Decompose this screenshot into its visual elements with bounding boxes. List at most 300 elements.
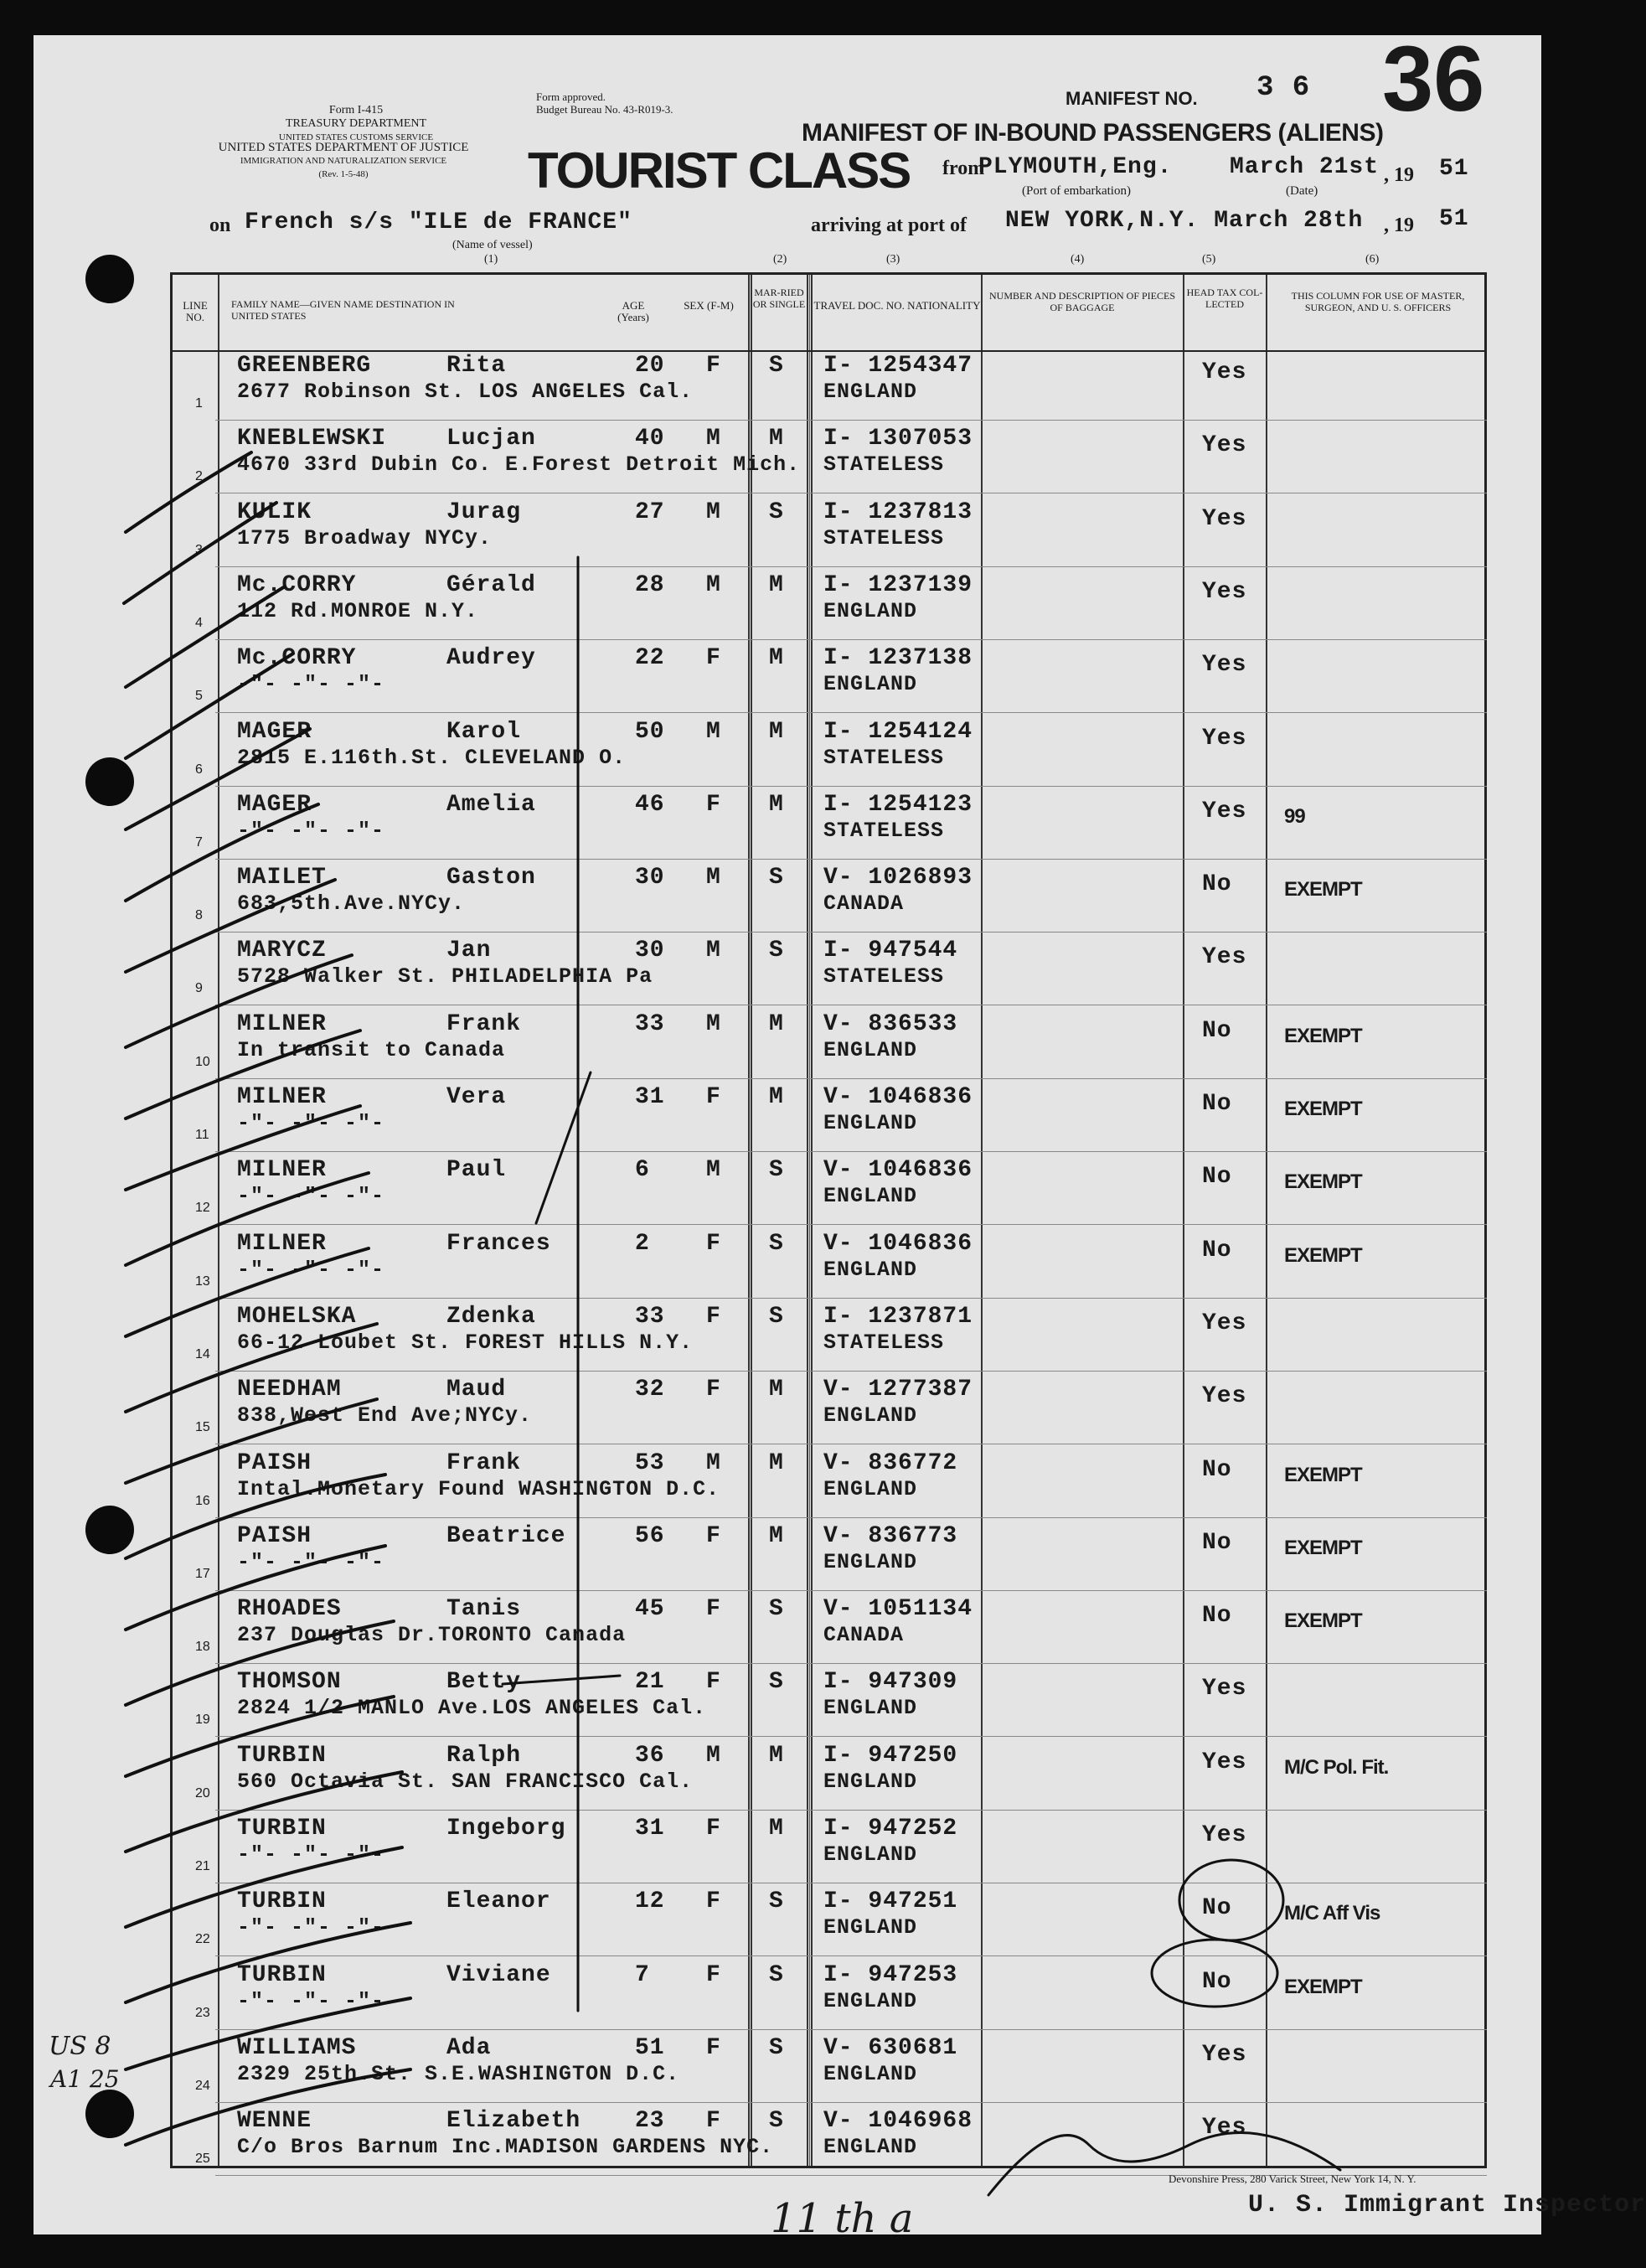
passenger-destination: 1775 Broadway NYCy. <box>237 525 493 550</box>
row-line-number: 13 <box>195 1273 210 1289</box>
col-header-age: AGE (Years) <box>617 299 649 323</box>
passenger-travel-doc: V- 1046836 <box>823 1157 973 1184</box>
passenger-given-name: Ada <box>446 2034 492 2061</box>
form-number-block: Form I-415 TREASURY DEPARTMENT UNITED STATES CUSTOMS SERVICE <box>278 104 434 142</box>
manifest-title: MANIFEST OF IN-BOUND PASSENGERS (ALIENS) <box>802 119 1384 147</box>
passenger-nationality: ENGLAND <box>823 1037 918 1062</box>
passenger-nationality: ENGLAND <box>823 1915 918 1940</box>
passenger-marital-status: M <box>769 1010 784 1037</box>
passenger-family-name: WENNE <box>237 2108 312 2135</box>
vessel-label: (Name of vessel) <box>452 239 533 251</box>
passenger-sex: F <box>706 1596 721 1623</box>
passenger-sex: M <box>706 1742 721 1769</box>
passenger-family-name: TURBIN <box>237 1961 327 1988</box>
head-tax-collected: No <box>1202 1456 1232 1483</box>
passenger-marital-status: S <box>769 1596 784 1623</box>
passenger-age: 36 <box>635 1742 665 1769</box>
passenger-age: 50 <box>635 718 665 745</box>
passenger-age: 2 <box>635 1230 650 1257</box>
passenger-age: 20 <box>635 353 665 379</box>
col-header-line: LINE NO. <box>183 299 208 323</box>
passenger-given-name: Paul <box>446 1157 507 1184</box>
passenger-destination: 5728 Walker St. PHILADELPHIA Pa <box>237 964 653 989</box>
passenger-marital-status: M <box>769 426 784 452</box>
passenger-sex: F <box>706 645 721 672</box>
embark-date: March 21st <box>1230 154 1380 180</box>
col-number: (5) <box>1202 253 1216 266</box>
passenger-nationality: STATELESS <box>823 964 945 989</box>
passenger-age: 22 <box>635 645 665 672</box>
passenger-marital-status: S <box>769 499 784 525</box>
passenger-marital-status: M <box>769 1522 784 1549</box>
passenger-age: 33 <box>635 1010 665 1037</box>
col-header-travel: TRAVEL DOC. NO. NATIONALITY <box>813 299 981 312</box>
col-number: (2) <box>773 253 787 266</box>
passenger-family-name: MAGER <box>237 791 312 818</box>
passenger-age: 30 <box>635 938 665 964</box>
passenger-marital-status: S <box>769 1888 784 1915</box>
head-tax-collected: No <box>1202 1529 1232 1556</box>
passenger-age: 30 <box>635 865 665 891</box>
passenger-marital-status: S <box>769 938 784 964</box>
passenger-family-name: MILNER <box>237 1010 327 1037</box>
col-number: (3) <box>886 253 900 266</box>
row-line-number: 10 <box>195 1054 210 1069</box>
passenger-marital-status: M <box>769 571 784 598</box>
passenger-travel-doc: I- 947544 <box>823 938 958 964</box>
passenger-sex: F <box>706 1669 721 1696</box>
passenger-travel-doc: I- 947309 <box>823 1669 958 1696</box>
passenger-destination: 560 Octavia St. SAN FRANCISCO Cal. <box>237 1769 694 1794</box>
printer-line: Devonshire Press, 280 Varick Street, New York 14, N. Y. <box>1169 2172 1416 2185</box>
passenger-given-name: Frank <box>446 1010 522 1037</box>
passenger-sex: F <box>706 1961 721 1988</box>
passenger-travel-doc: I- 947253 <box>823 1961 958 1988</box>
head-tax-collected: No <box>1202 1603 1232 1630</box>
passenger-given-name: Rita <box>446 353 507 379</box>
passenger-destination: -"- -"- -"- <box>237 1988 385 2013</box>
passenger-destination: Intal.Monetary Found WASHINGTON D.C. <box>237 1476 720 1501</box>
row-line-number: 18 <box>195 1640 210 1655</box>
passenger-nationality: ENGLAND <box>823 672 918 697</box>
passenger-family-name: RHOADES <box>237 1596 342 1623</box>
passenger-given-name: Frank <box>446 1449 522 1476</box>
inspector-label: U. S. Immigrant Inspector <box>1248 2191 1646 2219</box>
date-label: (Date) <box>1286 184 1318 198</box>
passenger-family-name: MOHELSKA <box>237 1303 357 1330</box>
head-tax-collected: Yes <box>1202 2041 1247 2068</box>
head-tax-collected: Yes <box>1202 725 1247 752</box>
passenger-given-name: Jurag <box>446 499 522 525</box>
row-line-number: 5 <box>195 689 203 704</box>
passenger-marital-status: S <box>769 353 784 379</box>
passenger-age: 31 <box>635 1084 665 1110</box>
passenger-travel-doc: V- 836773 <box>823 1522 958 1549</box>
year2-prefix: , 19 <box>1384 214 1414 236</box>
passenger-nationality: STATELESS <box>823 818 945 843</box>
row-line-number: 23 <box>195 2005 210 2020</box>
passenger-destination: 112 Rd.MONROE N.Y. <box>237 598 479 623</box>
passenger-marital-status: M <box>769 645 784 672</box>
passenger-sex: F <box>706 2108 721 2135</box>
passenger-travel-doc: V- 836772 <box>823 1449 958 1476</box>
row-line-number: 11 <box>195 1128 209 1142</box>
passenger-family-name: Mc.CORRY <box>237 645 357 672</box>
head-tax-collected: Yes <box>1202 798 1247 824</box>
passenger-sex: F <box>706 1522 721 1549</box>
passenger-nationality: ENGLAND <box>823 598 918 623</box>
passenger-destination: 2677 Robinson St. LOS ANGELES Cal. <box>237 380 694 404</box>
on-label: on <box>209 214 231 236</box>
passenger-sex: M <box>706 1449 721 1476</box>
passenger-travel-doc: V- 1046836 <box>823 1084 973 1110</box>
passenger-given-name: Amelia <box>446 791 536 818</box>
officer-note: 99 <box>1284 804 1305 828</box>
passenger-marital-status: S <box>769 2108 784 2135</box>
passenger-given-name: Karol <box>446 718 522 745</box>
arrival-port-date: NEW YORK,N.Y. March 28th <box>1005 208 1364 234</box>
passenger-family-name: PAISH <box>237 1522 312 1549</box>
passenger-destination: -"- -"- -"- <box>237 1915 385 1940</box>
passenger-family-name: MILNER <box>237 1157 327 1184</box>
head-tax-collected: No <box>1202 1017 1232 1044</box>
passenger-given-name: Lucjan <box>446 426 536 452</box>
passenger-marital-status: S <box>769 865 784 891</box>
passenger-age: 33 <box>635 1303 665 1330</box>
officer-note: EXEMPT <box>1284 1243 1362 1267</box>
passenger-family-name: KNEBLEWSKI <box>237 426 387 452</box>
passenger-travel-doc: I- 1254123 <box>823 791 973 818</box>
passenger-given-name: Eleanor <box>446 1888 551 1915</box>
col-header-sex: SEX (F-M) <box>684 299 734 312</box>
passenger-marital-status: M <box>769 1816 784 1842</box>
passenger-nationality: ENGLAND <box>823 1184 918 1209</box>
passenger-destination: 683,5th.Ave.NYCy. <box>237 891 466 917</box>
head-tax-collected: Yes <box>1202 1383 1247 1410</box>
passenger-sex: M <box>706 426 721 452</box>
passenger-given-name: Gaston <box>446 865 536 891</box>
head-tax-collected: Yes <box>1202 1822 1247 1848</box>
passenger-destination: -"- -"- -"- <box>237 1842 385 1867</box>
head-tax-collected: Yes <box>1202 578 1247 605</box>
row-line-number: 8 <box>195 908 203 923</box>
passenger-sex: M <box>706 865 721 891</box>
passenger-given-name: Ingeborg <box>446 1816 566 1842</box>
passenger-age: 21 <box>635 1669 665 1696</box>
passenger-sex: F <box>706 1303 721 1330</box>
head-tax-collected: No <box>1202 871 1232 898</box>
passenger-destination: -"- -"- -"- <box>237 672 385 697</box>
passenger-age: 23 <box>635 2108 665 2135</box>
bottom-note: 11 th a <box>771 2195 914 2242</box>
passenger-travel-doc: I- 1237813 <box>823 499 973 525</box>
passenger-travel-doc: V- 1026893 <box>823 865 973 891</box>
passenger-marital-status: M <box>769 1084 784 1110</box>
year-prefix: , 19 <box>1384 164 1414 186</box>
passenger-travel-doc: V- 1046968 <box>823 2108 973 2135</box>
passenger-marital-status: S <box>769 1669 784 1696</box>
passenger-sex: M <box>706 1157 721 1184</box>
passenger-sex: M <box>706 1010 721 1037</box>
passenger-nationality: STATELESS <box>823 1330 945 1355</box>
passenger-sex: F <box>706 1084 721 1110</box>
passenger-age: 51 <box>635 2034 665 2061</box>
tourist-class-stamp: TOURIST CLASS <box>528 142 911 199</box>
col-number: (1) <box>484 253 498 266</box>
head-tax-collected: Yes <box>1202 505 1247 532</box>
officer-note: EXEMPT <box>1284 1024 1362 1047</box>
col-header-headtax: HEAD TAX COL-LECTED <box>1186 287 1263 310</box>
passenger-destination: -"- -"- -"- <box>237 1184 385 1209</box>
passenger-family-name: NEEDHAM <box>237 1377 342 1403</box>
passenger-destination: 2815 E.116th.St. CLEVELAND O. <box>237 745 627 770</box>
passenger-travel-doc: V- 1277387 <box>823 1377 973 1403</box>
passenger-destination: -"- -"- -"- <box>237 1111 385 1135</box>
passenger-sex: M <box>706 499 721 525</box>
passenger-given-name: Zdenka <box>446 1303 536 1330</box>
passenger-marital-status: S <box>769 2034 784 2061</box>
passenger-sex: M <box>706 718 721 745</box>
officer-note: M/C Pol. Fit. <box>1284 1755 1389 1779</box>
officer-note: M/C Aff Vis <box>1284 1902 1380 1925</box>
passenger-family-name: MAGER <box>237 718 312 745</box>
col-header-name: FAMILY NAME—GIVEN NAME DESTINATION IN UNITED STATES <box>231 298 455 322</box>
head-tax-collected: Yes <box>1202 359 1247 385</box>
passenger-given-name: Elizabeth <box>446 2108 581 2135</box>
passenger-sex: F <box>706 1816 721 1842</box>
head-tax-collected: Yes <box>1202 1310 1247 1336</box>
passenger-family-name: Mc.CORRY <box>237 571 357 598</box>
passenger-given-name: Jan <box>446 938 492 964</box>
passenger-travel-doc: V- 630681 <box>823 2034 958 2061</box>
col-header-married: MAR-RIED OR SINGLE <box>752 287 806 310</box>
vessel-name: French s/s "ILE de FRANCE" <box>245 209 632 235</box>
passenger-age: 53 <box>635 1449 665 1476</box>
passenger-destination: C/o Bros Barnum Inc.MADISON GARDENS NYC. <box>237 2135 774 2160</box>
passenger-given-name: Maud <box>446 1377 507 1403</box>
passenger-age: 32 <box>635 1377 665 1403</box>
row-line-number: 2 <box>195 469 203 484</box>
passenger-age: 31 <box>635 1816 665 1842</box>
col-number: (6) <box>1365 253 1380 266</box>
passenger-nationality: CANADA <box>823 891 905 917</box>
justice-block: UNITED STATES DEPARTMENT OF JUSTICE IMMIGRATION AND NATURALIZATION SERVICE (Rev. 1-5-48) <box>218 141 469 179</box>
col-header-baggage: NUMBER AND DESCRIPTION OF PIECES OF BAGGAGE <box>988 290 1176 313</box>
passenger-sex: F <box>706 1230 721 1257</box>
passenger-destination: 2329 25th.St. S.E.WASHINGTON D.C. <box>237 2061 680 2086</box>
col-number: (4) <box>1071 253 1085 266</box>
head-tax-collected: No <box>1202 1968 1232 1995</box>
passenger-family-name: MARYCZ <box>237 938 327 964</box>
passenger-sex: M <box>706 938 721 964</box>
passenger-destination: -"- -"- -"- <box>237 1257 385 1282</box>
passenger-nationality: ENGLAND <box>823 1403 918 1428</box>
passenger-nationality: ENGLAND <box>823 1111 918 1135</box>
passenger-given-name: Frances <box>446 1230 551 1257</box>
passenger-age: 56 <box>635 1522 665 1549</box>
passenger-family-name: MAILET <box>237 865 327 891</box>
passenger-nationality: ENGLAND <box>823 1988 918 2013</box>
passenger-given-name: Beatrice <box>446 1522 566 1549</box>
passenger-given-name: Vera <box>446 1084 507 1110</box>
officer-note: EXEMPT <box>1284 1463 1362 1486</box>
head-tax-collected: Yes <box>1202 944 1247 971</box>
passenger-age: 12 <box>635 1888 665 1915</box>
passenger-destination: 2824 1/2 MANLO Ave.LOS ANGELES Cal. <box>237 1696 707 1721</box>
passenger-travel-doc: V- 1051134 <box>823 1596 973 1623</box>
passenger-travel-doc: I- 1254124 <box>823 718 973 745</box>
head-tax-collected: No <box>1202 1237 1232 1263</box>
passenger-travel-doc: I- 947252 <box>823 1816 958 1842</box>
passenger-age: 46 <box>635 791 665 818</box>
manifest-big-number: 36 <box>1382 28 1485 131</box>
passenger-sex: F <box>706 1377 721 1403</box>
passenger-age: 40 <box>635 426 665 452</box>
passenger-age: 27 <box>635 499 665 525</box>
manifest-typed-number: 3 6 <box>1256 72 1311 104</box>
passenger-sex: F <box>706 1888 721 1915</box>
officer-note: EXEMPT <box>1284 1536 1362 1559</box>
passenger-marital-status: M <box>769 1449 784 1476</box>
passenger-family-name: KULIK <box>237 499 312 525</box>
passenger-marital-status: S <box>769 1157 784 1184</box>
passenger-family-name: MILNER <box>237 1084 327 1110</box>
passenger-marital-status: S <box>769 1961 784 1988</box>
passenger-given-name: Gérald <box>446 571 536 598</box>
officer-note: EXEMPT <box>1284 1170 1362 1194</box>
row-line-number: 22 <box>195 1932 210 1947</box>
row-line-number: 21 <box>195 1859 210 1873</box>
passenger-destination: 4670 33rd Dubin Co. E.Forest Detroit Mich. <box>237 452 801 478</box>
passenger-destination: In transit to Canada <box>237 1037 506 1062</box>
passenger-nationality: CANADA <box>823 1623 905 1648</box>
passenger-travel-doc: I- 1254347 <box>823 353 973 379</box>
passenger-nationality: ENGLAND <box>823 2061 918 2086</box>
passenger-nationality: ENGLAND <box>823 1769 918 1794</box>
passenger-family-name: TURBIN <box>237 1816 327 1842</box>
row-line-number: 7 <box>195 834 203 850</box>
row-line-number: 4 <box>195 615 203 630</box>
passenger-nationality: ENGLAND <box>823 1549 918 1574</box>
passenger-nationality: ENGLAND <box>823 1257 918 1282</box>
year: 51 <box>1439 156 1469 182</box>
passenger-nationality: ENGLAND <box>823 1696 918 1721</box>
passenger-travel-doc: I- 1237138 <box>823 645 973 672</box>
row-line-number: 19 <box>195 1713 210 1728</box>
passenger-destination: 66-12 Loubet St. FOREST HILLS N.Y. <box>237 1330 694 1355</box>
passenger-travel-doc: I- 947251 <box>823 1888 958 1915</box>
passenger-marital-status: S <box>769 1303 784 1330</box>
passenger-family-name: THOMSON <box>237 1669 342 1696</box>
passenger-destination: -"- -"- -"- <box>237 1549 385 1574</box>
passenger-family-name: TURBIN <box>237 1888 327 1915</box>
passenger-nationality: ENGLAND <box>823 1476 918 1501</box>
passenger-sex: M <box>706 571 721 598</box>
row-line-number: 25 <box>195 2152 210 2167</box>
passenger-age: 45 <box>635 1596 665 1623</box>
row-line-number: 24 <box>195 2078 210 2093</box>
row-line-number: 12 <box>195 1201 210 1216</box>
passenger-given-name: Betty <box>446 1669 522 1696</box>
margin-note: A1 25 <box>50 2065 120 2093</box>
col-header-officers: THIS COLUMN FOR USE OF MASTER, SURGEON, AND U. S. OFFICERS <box>1291 290 1465 313</box>
passenger-nationality: STATELESS <box>823 525 945 550</box>
passenger-destination: -"- -"- -"- <box>237 818 385 843</box>
row-line-number: 6 <box>195 762 203 777</box>
passenger-age: 28 <box>635 571 665 598</box>
port-of-embarkation: PLYMOUTH,Eng. <box>978 154 1173 180</box>
passenger-travel-doc: V- 836533 <box>823 1010 958 1037</box>
passenger-marital-status: M <box>769 1377 784 1403</box>
passenger-family-name: GREENBERG <box>237 353 372 379</box>
passenger-nationality: STATELESS <box>823 452 945 478</box>
head-tax-collected: Yes <box>1202 432 1247 459</box>
passenger-nationality: ENGLAND <box>823 1842 918 1867</box>
passenger-travel-doc: I- 947250 <box>823 1742 958 1769</box>
passenger-destination: 838,West End Ave;NYCy. <box>237 1403 533 1428</box>
head-tax-collected: Yes <box>1202 2115 1247 2141</box>
head-tax-collected: Yes <box>1202 1749 1247 1775</box>
head-tax-collected: Yes <box>1202 652 1247 679</box>
passenger-sex: F <box>706 791 721 818</box>
passenger-nationality: ENGLAND <box>823 380 918 404</box>
row-line-number: 1 <box>195 396 203 411</box>
passenger-given-name: Viviane <box>446 1961 551 1988</box>
passenger-marital-status: S <box>769 1230 784 1257</box>
passenger-sex: F <box>706 2034 721 2061</box>
passenger-family-name: PAISH <box>237 1449 312 1476</box>
passenger-nationality: ENGLAND <box>823 2135 918 2160</box>
arriving-label: arriving at port of <box>811 214 967 236</box>
head-tax-collected: No <box>1202 1164 1232 1191</box>
passenger-given-name: Tanis <box>446 1596 522 1623</box>
manifest-label: MANIFEST NO. <box>1066 88 1198 109</box>
head-tax-collected: No <box>1202 1895 1232 1922</box>
row-line-number: 9 <box>195 981 203 996</box>
port-label: (Port of embarkation) <box>1022 184 1131 198</box>
passenger-travel-doc: I- 1307053 <box>823 426 973 452</box>
from-label: from <box>942 158 985 179</box>
passenger-sex: F <box>706 353 721 379</box>
passenger-travel-doc: V- 1046836 <box>823 1230 973 1257</box>
passenger-travel-doc: I- 1237139 <box>823 571 973 598</box>
passenger-nationality: STATELESS <box>823 745 945 770</box>
passenger-given-name: Ralph <box>446 1742 522 1769</box>
row-line-number: 3 <box>195 542 203 557</box>
passenger-marital-status: M <box>769 791 784 818</box>
row-line-number: 15 <box>195 1420 210 1435</box>
row-line-number: 16 <box>195 1493 210 1508</box>
margin-note: US 8 <box>49 2032 111 2061</box>
passenger-family-name: MILNER <box>237 1230 327 1257</box>
passenger-family-name: TURBIN <box>237 1742 327 1769</box>
officer-note: EXEMPT <box>1284 1975 1362 1998</box>
passenger-given-name: Audrey <box>446 645 536 672</box>
row-line-number: 20 <box>195 1785 210 1800</box>
officer-note: EXEMPT <box>1284 1609 1362 1633</box>
officer-note: EXEMPT <box>1284 878 1362 902</box>
passenger-family-name: WILLIAMS <box>237 2034 357 2061</box>
row-line-number: 17 <box>195 1566 210 1581</box>
form-approved: Form approved. Budget Bureau No. 43-R019-3. <box>536 90 673 116</box>
year2: 51 <box>1439 206 1469 232</box>
passenger-travel-doc: I- 1237871 <box>823 1303 973 1330</box>
passenger-age: 7 <box>635 1961 650 1988</box>
row-line-number: 14 <box>195 1346 210 1361</box>
officer-note: EXEMPT <box>1284 1098 1362 1120</box>
head-tax-collected: Yes <box>1202 1676 1247 1702</box>
passenger-marital-status: M <box>769 718 784 745</box>
